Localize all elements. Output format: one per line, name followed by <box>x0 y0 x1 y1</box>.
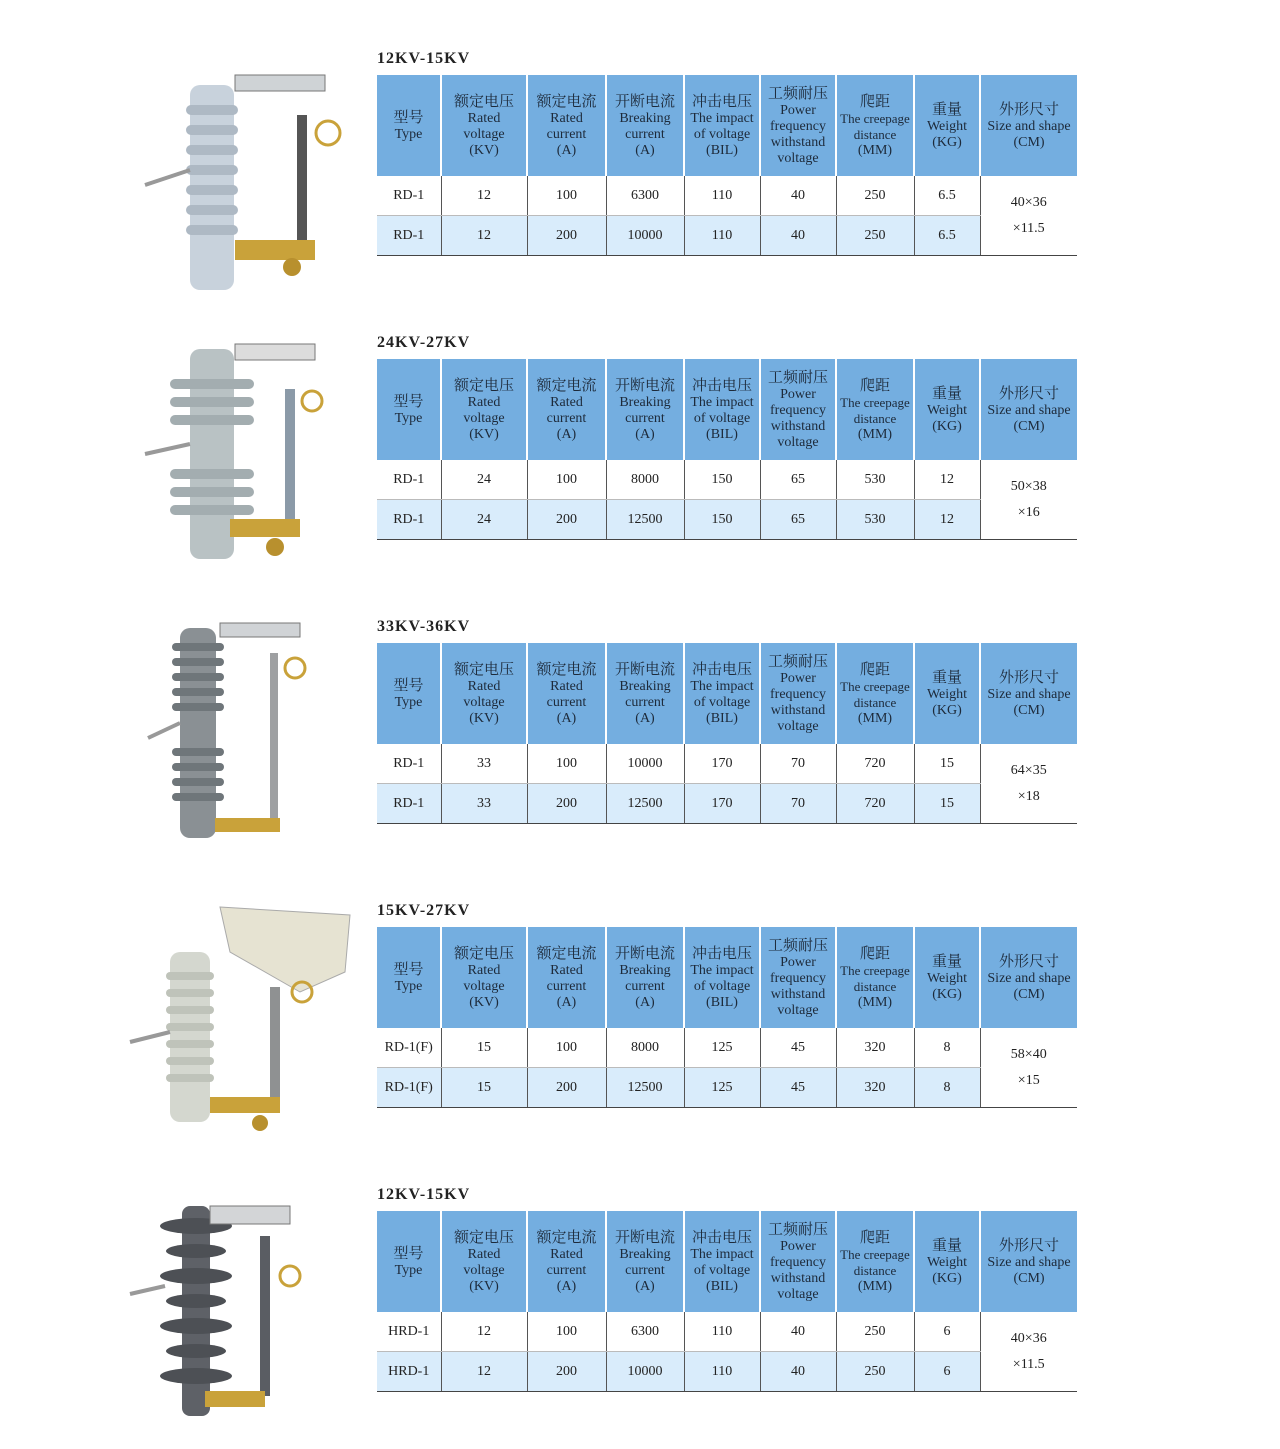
header-type: 型号 Type <box>377 359 441 460</box>
cell-rated-current: 200 <box>527 1068 606 1108</box>
cell-breaking-current: 8000 <box>606 460 684 500</box>
cell-rated-voltage: 12 <box>441 1312 527 1352</box>
section-title: 24KV-27KV <box>377 334 471 351</box>
header-row <box>377 643 1077 744</box>
cell-type: RD-1(F) <box>377 1028 441 1068</box>
cell-breaking-current: 10000 <box>606 216 684 256</box>
cell-rated-voltage: 12 <box>441 216 527 256</box>
header-rated-current: 额定电流 Rated current (A) <box>527 927 606 1028</box>
section-title: 15KV-27KV <box>377 902 471 919</box>
header-size: 外形尺寸 Size and shape (CM) <box>980 75 1077 176</box>
header-breaking-current: 开断电流 Breaking current (A) <box>606 1211 684 1312</box>
cell-rated-current: 200 <box>527 500 606 540</box>
cell-creepage: 250 <box>836 216 914 256</box>
cell-size: 40×36 ×11.5 <box>980 1312 1077 1392</box>
table-row <box>377 744 1077 784</box>
cell-weight: 15 <box>914 744 980 784</box>
header-rated-current: 额定电流 Rated current (A) <box>527 359 606 460</box>
cell-weight: 6 <box>914 1312 980 1352</box>
cell-power-frequency: 45 <box>760 1028 836 1068</box>
cell-type: RD-1 <box>377 176 441 216</box>
cell-type: RD-1 <box>377 460 441 500</box>
product-section <box>0 0 1280 284</box>
header-type: 型号 Type <box>377 75 441 176</box>
cell-weight: 6.5 <box>914 216 980 256</box>
cell-size: 58×40 ×15 <box>980 1028 1077 1108</box>
cell-breaking-current: 8000 <box>606 1028 684 1068</box>
spec-table <box>377 643 1077 824</box>
cell-rated-current: 100 <box>527 460 606 500</box>
header-power-frequency: 工频耐压 Power frequency withstand voltage <box>760 1211 836 1312</box>
cell-rated-voltage: 33 <box>441 744 527 784</box>
cell-rated-current: 100 <box>527 176 606 216</box>
header-creepage: 爬距 The creepage distance (MM) <box>836 359 914 460</box>
cell-power-frequency: 70 <box>760 744 836 784</box>
spec-table <box>377 75 1077 256</box>
fuse-cutout-illustration <box>120 598 360 848</box>
cell-creepage: 320 <box>836 1068 914 1108</box>
cell-rated-current: 200 <box>527 216 606 256</box>
cell-rated-voltage: 24 <box>441 460 527 500</box>
cell-power-frequency: 40 <box>760 216 836 256</box>
header-size: 外形尺寸 Size and shape (CM) <box>980 927 1077 1028</box>
table-row <box>377 500 1077 540</box>
header-creepage: 爬距 The creepage distance (MM) <box>836 75 914 176</box>
cell-weight: 15 <box>914 784 980 824</box>
cell-breaking-current: 6300 <box>606 1312 684 1352</box>
cell-breaking-current: 10000 <box>606 744 684 784</box>
header-creepage: 爬距 The creepage distance (MM) <box>836 1211 914 1312</box>
cell-rated-voltage: 24 <box>441 500 527 540</box>
section-title: 33KV-36KV <box>377 618 471 635</box>
product-section <box>0 852 1280 1136</box>
cell-rated-voltage: 12 <box>441 1352 527 1392</box>
cell-creepage: 320 <box>836 1028 914 1068</box>
cell-rated-current: 200 <box>527 784 606 824</box>
cell-breaking-current: 12500 <box>606 784 684 824</box>
header-impact-voltage: 冲击电压 The impact of voltage (BIL) <box>684 1211 760 1312</box>
header-size: 外形尺寸 Size and shape (CM) <box>980 359 1077 460</box>
cell-creepage: 720 <box>836 784 914 824</box>
header-size: 外形尺寸 Size and shape (CM) <box>980 643 1077 744</box>
cell-rated-current: 100 <box>527 1028 606 1068</box>
cell-impact-voltage: 150 <box>684 460 760 500</box>
table-row <box>377 1068 1077 1108</box>
header-row <box>377 359 1077 460</box>
cell-rated-voltage: 15 <box>441 1028 527 1068</box>
header-power-frequency: 工频耐压 Power frequency withstand voltage <box>760 75 836 176</box>
cell-creepage: 250 <box>836 1352 914 1392</box>
cell-rated-current: 100 <box>527 1312 606 1352</box>
cell-power-frequency: 40 <box>760 176 836 216</box>
section-title: 12KV-15KV <box>377 1186 471 1203</box>
header-impact-voltage: 冲击电压 The impact of voltage (BIL) <box>684 927 760 1028</box>
table-row <box>377 176 1077 216</box>
header-rated-voltage: 额定电压 Rated voltage (KV) <box>441 75 527 176</box>
header-row <box>377 927 1077 1028</box>
header-row <box>377 1211 1077 1312</box>
cell-rated-voltage: 15 <box>441 1068 527 1108</box>
product-section <box>0 284 1280 568</box>
spec-table <box>377 1211 1077 1392</box>
cell-creepage: 250 <box>836 176 914 216</box>
header-rated-voltage: 额定电压 Rated voltage (KV) <box>441 643 527 744</box>
cell-rated-current: 200 <box>527 1352 606 1392</box>
header-rated-current: 额定电流 Rated current (A) <box>527 75 606 176</box>
header-type: 型号 Type <box>377 643 441 744</box>
header-rated-current: 额定电流 Rated current (A) <box>527 643 606 744</box>
header-power-frequency: 工频耐压 Power frequency withstand voltage <box>760 643 836 744</box>
header-power-frequency: 工频耐压 Power frequency withstand voltage <box>760 359 836 460</box>
header-weight: 重量 Weight (KG) <box>914 643 980 744</box>
cell-creepage: 530 <box>836 460 914 500</box>
cell-impact-voltage: 170 <box>684 744 760 784</box>
header-rated-voltage: 额定电压 Rated voltage (KV) <box>441 1211 527 1312</box>
cell-power-frequency: 65 <box>760 500 836 540</box>
cell-impact-voltage: 170 <box>684 784 760 824</box>
table-row <box>377 216 1077 256</box>
cell-impact-voltage: 125 <box>684 1068 760 1108</box>
cell-weight: 8 <box>914 1068 980 1108</box>
product-section <box>0 1136 1280 1420</box>
cell-breaking-current: 6300 <box>606 176 684 216</box>
cell-type: RD-1 <box>377 784 441 824</box>
table-row <box>377 784 1077 824</box>
cell-creepage: 720 <box>836 744 914 784</box>
spec-table <box>377 927 1077 1108</box>
cell-creepage: 250 <box>836 1312 914 1352</box>
cell-weight: 12 <box>914 460 980 500</box>
product-section <box>0 568 1280 852</box>
header-weight: 重量 Weight (KG) <box>914 359 980 460</box>
header-type: 型号 Type <box>377 1211 441 1312</box>
cell-size: 64×35 ×18 <box>980 744 1077 824</box>
fuse-cutout-illustration <box>120 319 360 569</box>
spec-table <box>377 359 1077 540</box>
header-size: 外形尺寸 Size and shape (CM) <box>980 1211 1077 1312</box>
table-row <box>377 1312 1077 1352</box>
table-row <box>377 1028 1077 1068</box>
header-rated-voltage: 额定电压 Rated voltage (KV) <box>441 927 527 1028</box>
fuse-cutout-illustration <box>120 897 360 1147</box>
header-weight: 重量 Weight (KG) <box>914 75 980 176</box>
cell-size: 40×36 ×11.5 <box>980 176 1077 256</box>
cell-impact-voltage: 110 <box>684 1352 760 1392</box>
cell-impact-voltage: 110 <box>684 176 760 216</box>
cell-type: HRD-1 <box>377 1352 441 1392</box>
cell-impact-voltage: 150 <box>684 500 760 540</box>
header-breaking-current: 开断电流 Breaking current (A) <box>606 359 684 460</box>
cell-power-frequency: 40 <box>760 1312 836 1352</box>
header-rated-voltage: 额定电压 Rated voltage (KV) <box>441 359 527 460</box>
cell-weight: 12 <box>914 500 980 540</box>
header-power-frequency: 工频耐压 Power frequency withstand voltage <box>760 927 836 1028</box>
cell-power-frequency: 40 <box>760 1352 836 1392</box>
header-creepage: 爬距 The creepage distance (MM) <box>836 643 914 744</box>
fuse-cutout-illustration <box>120 45 360 295</box>
table-row <box>377 460 1077 500</box>
header-breaking-current: 开断电流 Breaking current (A) <box>606 75 684 176</box>
cell-type: RD-1 <box>377 744 441 784</box>
cell-power-frequency: 45 <box>760 1068 836 1108</box>
header-creepage: 爬距 The creepage distance (MM) <box>836 927 914 1028</box>
header-weight: 重量 Weight (KG) <box>914 1211 980 1312</box>
cell-power-frequency: 65 <box>760 460 836 500</box>
cell-type: HRD-1 <box>377 1312 441 1352</box>
header-rated-current: 额定电流 Rated current (A) <box>527 1211 606 1312</box>
fuse-cutout-illustration <box>120 1176 360 1426</box>
cell-weight: 6 <box>914 1352 980 1392</box>
header-type: 型号 Type <box>377 927 441 1028</box>
cell-rated-voltage: 12 <box>441 176 527 216</box>
header-breaking-current: 开断电流 Breaking current (A) <box>606 643 684 744</box>
cell-weight: 6.5 <box>914 176 980 216</box>
cell-impact-voltage: 125 <box>684 1028 760 1068</box>
header-impact-voltage: 冲击电压 The impact of voltage (BIL) <box>684 75 760 176</box>
cell-weight: 8 <box>914 1028 980 1068</box>
cell-breaking-current: 10000 <box>606 1352 684 1392</box>
cell-impact-voltage: 110 <box>684 216 760 256</box>
cell-power-frequency: 70 <box>760 784 836 824</box>
cell-rated-voltage: 33 <box>441 784 527 824</box>
header-weight: 重量 Weight (KG) <box>914 927 980 1028</box>
cell-rated-current: 100 <box>527 744 606 784</box>
cell-impact-voltage: 110 <box>684 1312 760 1352</box>
cell-type: RD-1 <box>377 500 441 540</box>
cell-size: 50×38 ×16 <box>980 460 1077 540</box>
cell-type: RD-1 <box>377 216 441 256</box>
header-impact-voltage: 冲击电压 The impact of voltage (BIL) <box>684 643 760 744</box>
section-title: 12KV-15KV <box>377 50 471 67</box>
cell-breaking-current: 12500 <box>606 1068 684 1108</box>
cell-breaking-current: 12500 <box>606 500 684 540</box>
cell-type: RD-1(F) <box>377 1068 441 1108</box>
cell-creepage: 530 <box>836 500 914 540</box>
header-row <box>377 75 1077 176</box>
table-row <box>377 1352 1077 1392</box>
header-impact-voltage: 冲击电压 The impact of voltage (BIL) <box>684 359 760 460</box>
header-breaking-current: 开断电流 Breaking current (A) <box>606 927 684 1028</box>
